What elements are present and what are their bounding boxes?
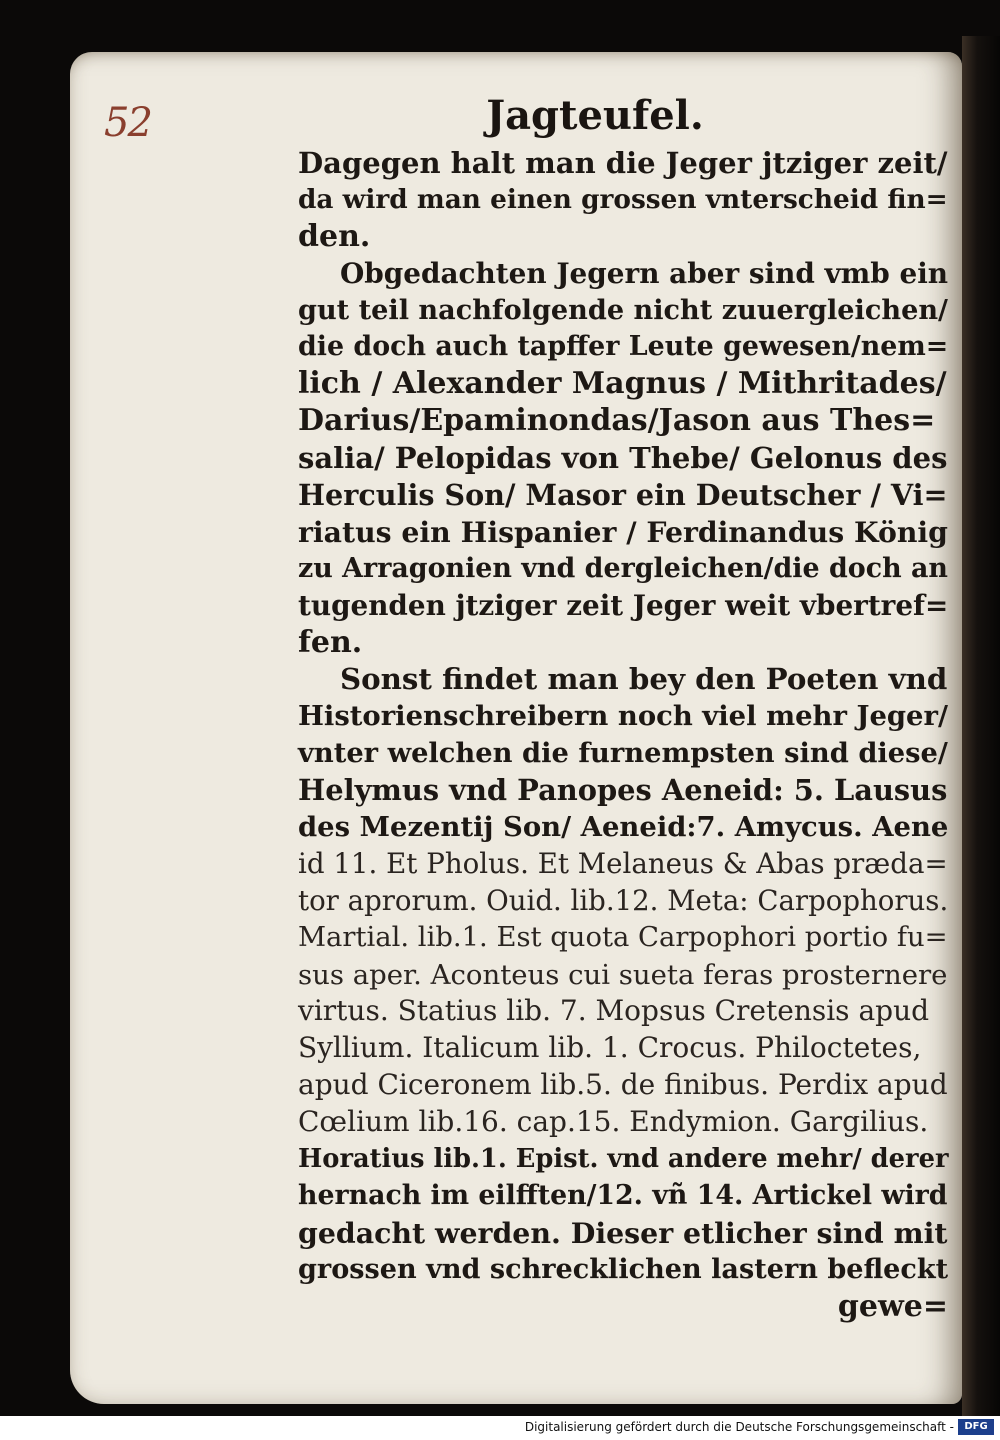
text-line: fen. — [298, 624, 363, 660]
text-line: salia/ Pelopidas von Thebe/ Gelonus des — [298, 441, 948, 476]
text-line: tor aprorum. Ouid. lib.12. Meta: Carpophorus. — [298, 883, 949, 917]
text-line: riatus ein Hispanier / Ferdinandus König — [298, 514, 948, 549]
text-line: Historienschreibern noch viel mehr Jeger/ — [298, 700, 948, 733]
dfg-logo-icon: DFG — [958, 1419, 994, 1435]
text-line: Dagegen halt man die Jeger jtziger zeit/ — [298, 146, 948, 180]
book-gutter — [962, 36, 1000, 1432]
text-line: Obgedachten Jegern aber sind vmb ein — [340, 256, 949, 290]
text-line: Darius/Epaminondas/Jason aus Thes= — [298, 403, 936, 439]
text-line: Syllium. Italicum lib. 1. Crocus. Philoctetes, — [298, 1031, 922, 1065]
text-line: apud Ciceronem lib.5. de finibus. Perdix apud — [298, 1068, 948, 1102]
body-text — [298, 145, 948, 1326]
text-line: lich / Alexander Magnus / Mithritades/ — [298, 366, 947, 402]
text-line: vnter welchen die furnempsten sind diese/ — [298, 737, 948, 770]
running-header: Jagteufel. — [486, 92, 704, 139]
text-line: tugenden jtziger zeit Jeger weit vbertref= — [298, 588, 949, 622]
text-line: hernach im eilfften/12. vñ 14. Artickel wird — [298, 1179, 948, 1211]
text-line: Horatius lib.1. Epist. vnd andere mehr/ derer — [298, 1144, 949, 1175]
text-line: Helymus vnd Panopes Aeneid: 5. Lausus — [298, 773, 948, 808]
text-line: zu Arragonien vnd dergleichen/die doch an — [298, 552, 948, 584]
text-line: Martial. lib.1. Est quota Carpophori portio fu= — [298, 921, 948, 953]
text-line: virtus. Statius lib. 7. Mopsus Cretensis apud — [298, 994, 930, 1028]
catchword: gewe= — [837, 1288, 948, 1324]
footer-credit: Digitalisierung gefördert durch die Deutsche Forschungsgemeinschaft - — [524, 1420, 954, 1434]
text-line: grossen vnd schrecklichen lastern befleckt — [298, 1253, 949, 1285]
digitization-footer — [0, 1416, 1000, 1440]
text-line: gut teil nachfolgende nicht zuuergleichen/ — [298, 294, 948, 326]
text-line: Sonst findet man bey den Poeten vnd — [340, 662, 948, 697]
text-line: Cœlium lib.16. cap.15. Endymion. Gargilius. — [298, 1105, 929, 1139]
text-line: die doch auch tapffer Leute gewesen/nem= — [298, 331, 949, 363]
text-line: da wird man einen grossen vnterscheid fin= — [298, 183, 948, 215]
text-line: den. — [298, 218, 371, 254]
text-line: id 11. Et Pholus. Et Melaneus & Abas præda= — [298, 846, 948, 880]
text-line: des Mezentij Son/ Aeneid:7. Amycus. Aene — [298, 811, 949, 844]
text-line: gedacht werden. Dieser etlicher sind mit — [298, 1215, 948, 1250]
folio-number: 52 — [104, 100, 151, 146]
text-line: sus aper. Aconteus cui sueta feras prosternere — [298, 958, 948, 991]
text-line: Herculis Son/ Masor ein Deutscher / Vi= — [298, 478, 948, 513]
